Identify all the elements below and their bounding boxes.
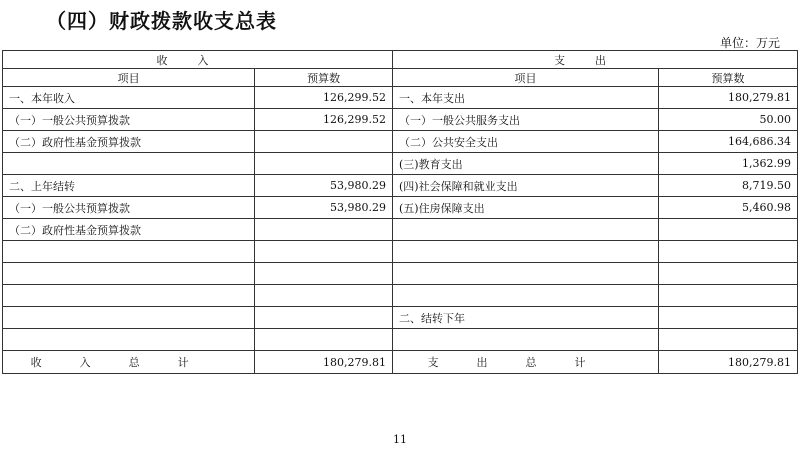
table-row [3, 285, 798, 307]
income-total-amount: 180,279.81 [255, 351, 393, 374]
income-item-cell [3, 329, 255, 351]
expense-budget-header: 预算数 [659, 69, 798, 87]
expense-amount-cell [659, 307, 798, 329]
income-item-cell: 一、本年收入 [3, 87, 255, 109]
expense-amount-cell [659, 329, 798, 351]
income-item-cell [3, 285, 255, 307]
income-amount-cell [255, 307, 393, 329]
section-header-row [3, 51, 798, 69]
income-amount-cell [255, 131, 393, 153]
income-amount-cell [255, 219, 393, 241]
expense-item-cell [393, 263, 659, 285]
income-item-cell [3, 153, 255, 175]
income-item-cell [3, 241, 255, 263]
expense-item-cell: 一、本年支出 [393, 87, 659, 109]
income-amount-cell: 126,299.52 [255, 87, 393, 109]
income-amount-cell [255, 263, 393, 285]
expense-amount-cell: 5,460.98 [659, 197, 798, 219]
income-amount-cell: 53,980.29 [255, 197, 393, 219]
expense-section-header: 支出 [393, 51, 798, 69]
totals-row [3, 351, 798, 374]
income-amount-cell [255, 329, 393, 351]
expense-item-cell: （二）公共安全支出 [393, 131, 659, 153]
table-row [3, 307, 798, 329]
income-amount-cell: 53,980.29 [255, 175, 393, 197]
table-row [3, 263, 798, 285]
column-header-row [3, 69, 798, 87]
expense-item-cell: (四)社会保障和就业支出 [393, 175, 659, 197]
expense-amount-cell [659, 219, 798, 241]
expense-amount-cell [659, 263, 798, 285]
table-row [3, 153, 798, 175]
expense-amount-cell: 50.00 [659, 109, 798, 131]
table-row [3, 87, 798, 109]
table-row [3, 329, 798, 351]
page-number: 11 [393, 433, 407, 446]
income-item-cell: 二、上年结转 [3, 175, 255, 197]
expense-item-cell: (三)教育支出 [393, 153, 659, 175]
unit-label: 单位：万元 [719, 36, 780, 50]
income-amount-cell [255, 153, 393, 175]
expense-item-cell [393, 219, 659, 241]
table-row [3, 241, 798, 263]
expense-item-cell: （一）一般公共服务支出 [393, 109, 659, 131]
income-item-cell [3, 263, 255, 285]
expense-total-label: 支出总计 [393, 351, 659, 374]
income-item-cell: （二）政府性基金预算拨款 [3, 131, 255, 153]
expense-item-header: 项目 [393, 69, 659, 87]
table-row [3, 109, 798, 131]
expense-item-cell [393, 241, 659, 263]
income-budget-header: 预算数 [255, 69, 393, 87]
table-row [3, 175, 798, 197]
table-row [3, 131, 798, 153]
income-item-cell: （二）政府性基金预算拨款 [3, 219, 255, 241]
expense-amount-cell: 180,279.81 [659, 87, 798, 109]
income-amount-cell: 126,299.52 [255, 109, 393, 131]
income-item-cell: （一）一般公共预算拨款 [3, 197, 255, 219]
expense-amount-cell [659, 285, 798, 307]
income-section-header: 收入 [3, 51, 393, 69]
expense-amount-cell: 164,686.34 [659, 131, 798, 153]
income-item-cell: （一）一般公共预算拨款 [3, 109, 255, 131]
expense-item-cell: (五)住房保障支出 [393, 197, 659, 219]
budget-summary-table [2, 50, 798, 374]
expense-item-cell [393, 329, 659, 351]
expense-item-cell: 二、结转下年 [393, 307, 659, 329]
income-amount-cell [255, 285, 393, 307]
income-amount-cell [255, 241, 393, 263]
income-item-cell [3, 307, 255, 329]
income-item-header: 项目 [3, 69, 255, 87]
expense-item-cell [393, 285, 659, 307]
expense-amount-cell [659, 241, 798, 263]
table-row [3, 197, 798, 219]
expense-amount-cell: 8,719.50 [659, 175, 798, 197]
expense-amount-cell: 1,362.99 [659, 153, 798, 175]
table-row [3, 219, 798, 241]
page-title: （四）财政拨款收支总表 [46, 9, 277, 33]
expense-total-amount: 180,279.81 [659, 351, 798, 374]
income-total-label: 收入总计 [3, 351, 255, 374]
